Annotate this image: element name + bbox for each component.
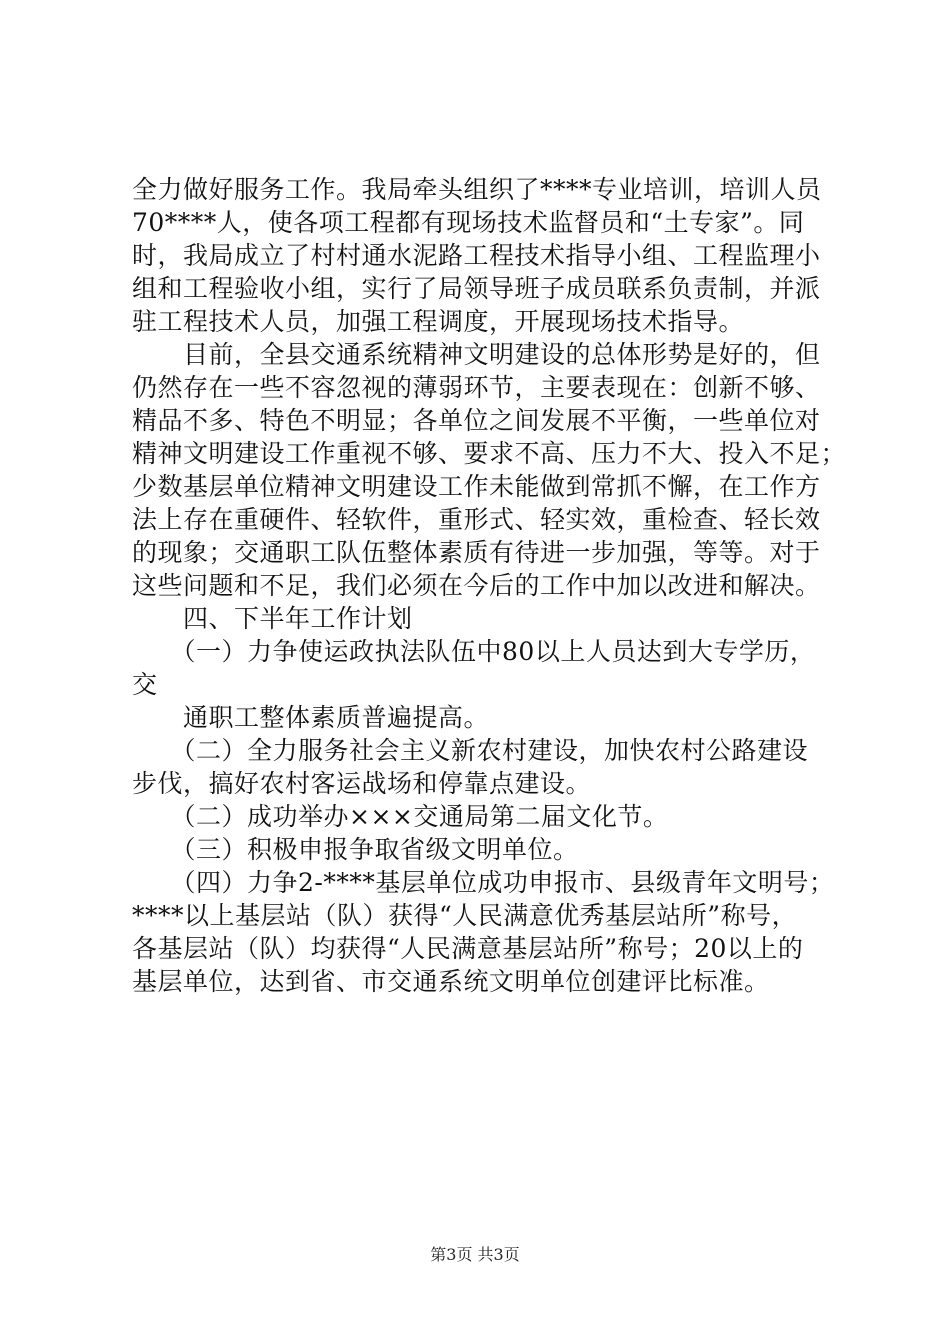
- text-line: （一）力争使运政执法队伍中80以上人员达到大专学历，: [132, 637, 816, 666]
- text-line: （四）力争2-****基层单位成功申报市、县级青年文明号；: [132, 868, 835, 897]
- text-line: 组和工程验收小组，实行了局领导班子成员联系负责制，并派: [132, 274, 821, 303]
- text-line: 精神文明建设工作重视不够、要求不高、压力不大、投入不足；: [132, 439, 847, 468]
- text-line: 法上存在重硬件、轻软件，重形式、轻实效，重检查、轻长效: [132, 505, 821, 534]
- text-line: ****以上基层站（队）获得“人民满意优秀基层站所”称号，: [132, 901, 798, 930]
- text-line: 少数基层单位精神文明建设工作未能做到常抓不懈，在工作方: [132, 472, 821, 501]
- text-line: 70****人，使各项工程都有现场技术监督员和“土专家”。同: [132, 208, 805, 237]
- text-line: 这些问题和不足，我们必须在今后的工作中加以改进和解决。: [132, 571, 821, 600]
- text-line: 通职工整体素质普遍提高。: [132, 703, 490, 732]
- text-line: 驻工程技术人员，加强工程调度，开展现场技术指导。: [132, 307, 745, 336]
- text-line: 基层单位，达到省、市交通系统文明单位创建评比标准。: [132, 967, 770, 996]
- text-line: （三）积极申报争取省级文明单位。: [132, 835, 579, 864]
- text-line: 的现象；交通职工队伍整体素质有待进一步加强，等等。对于: [132, 538, 821, 567]
- text-line: 时，我局成立了村村通水泥路工程技术指导小组、工程监理小: [132, 241, 821, 270]
- text-line: 步伐，搞好农村客运战场和停靠点建设。: [132, 769, 592, 798]
- text-line: 目前，全县交通系统精神文明建设的总体形势是好的，但: [132, 340, 821, 369]
- section-heading: 四、下半年工作计划: [132, 604, 413, 633]
- text-line: 交: [132, 670, 158, 699]
- text-line: 精品不多、特色不明显；各单位之间发展不平衡，一些单位对: [132, 406, 821, 435]
- text-line: 全力做好服务工作。我局牵头组织了****专业培训，培训人员: [132, 175, 822, 204]
- text-line: （二）成功举办×××交通局第二届文化节。: [132, 802, 669, 831]
- page-number-footer: 第3页 共3页: [430, 1245, 520, 1264]
- text-line: 各基层站（队）均获得“人民满意基层站所”称号；20以上的: [132, 934, 804, 963]
- text-line: （二）全力服务社会主义新农村建设，加快农村公路建设: [132, 736, 809, 765]
- text-line: 仍然存在一些不容忽视的薄弱环节，主要表现在：创新不够、: [132, 373, 821, 402]
